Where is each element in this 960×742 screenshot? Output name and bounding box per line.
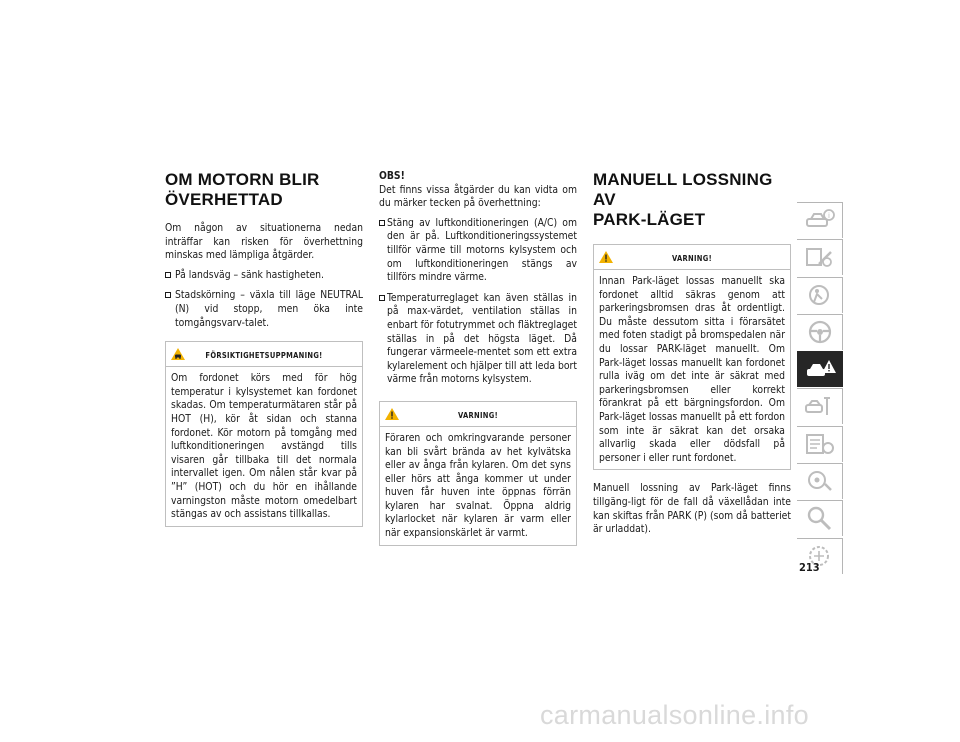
warning-box-header [380,402,576,427]
page-number: 213 [799,561,820,574]
caution-title: FÖRSIKTIGHETSUPPMANING! [205,351,323,361]
svg-text:i: i [828,212,830,220]
heading-line-2: PARK-LÄGET [593,210,706,229]
heading-line-1: OM MOTORN BLIR [165,170,320,189]
list-item [379,292,577,387]
warning-box-park [593,244,791,470]
bullet-square-icon [165,292,171,298]
warning-body: Föraren och omkringvarande personer kan bli svårt brända av het kylvätska eller av ånga från kylaren. Om det syns eller hörs att ånga kommer ut under huven får huven inte öppnas förrän kylaren har svalnat. Öppna aldrig kylarlocket när kylaren är varm eller när expansionskärlet är varmt. [385,431,571,540]
warning-body: Innan Park-läget lossas manuellt ska fordonet alltid säkras genom att parkeringsbromsen dras åt ordentligt. Du måste dessutom sitta i förarsätet med foten stadigt på bromspedalen när du lossar PARK-läget manuellt. Om Park-läget lossas manuellt kan fordonet rulla iväg om det inte är säkrat med parkeringsbromsen eller korrekt förankrat på ett bärgningsfordon. Om Park-läget lossas manuellt på ett fordon som inte är säkrat kan det orsaka allvarlig skada eller dödsfall på personer i eller runt fordonet. [599,275,785,464]
tab-multimedia[interactable] [797,463,843,499]
safety-icon [803,282,837,308]
bullet-square-icon [165,272,171,278]
note-title: OBS! [379,170,405,182]
chapter-tabs [797,202,843,575]
service-icon [803,393,837,419]
bullet-square-icon [379,220,385,226]
tab-emergency[interactable] [797,351,843,387]
caution-body: Om fordonet körs med för hög temperatur i kylsystemet kan fordonet skadas. Om temperaturmätaren står på HOT (H), kör åt sidan och stanna fordonet. Kör motorn på tomgång med luftkonditioneringen avstängd tills visaren går tillbaka till det normala intervallet igen. Om nålen står kvar på ”H” (HOT) och du hör en ihållande varningston måste motorn omedelbart stängas av och assistans tillkallas. [171,372,357,521]
tab-service[interactable] [797,388,843,424]
list-item-text: Stadskörning – växla till läge NEUTRAL (N) vid stopp, men öka inte tomgångsvarv-talet. [175,289,363,329]
list-item-text: På landsväg – sänk hastigheten. [175,268,324,281]
tab-car-info[interactable] [797,202,843,238]
column-notes [379,170,577,546]
heading-line-1: MANUELL LOSSNING AV [593,170,773,209]
tab-safety[interactable] [797,277,843,313]
list-item [165,289,363,330]
column-park-release [593,170,791,543]
list-item-text: Temperaturreglaget kan även ställas in på max-värdet, ventilation ställas in enbart för fotutrymmet och fläktreglaget ställas in på det högsta läget. Då fungerar värmeele-mentet som ett extra kylarelement och hjälper till att leda bort värme från motorns kylsystem. [387,291,577,386]
section-heading-overheating [165,170,363,210]
multimedia-icon [803,468,837,494]
emergency-car-icon [803,356,837,382]
column-overheating [165,170,363,527]
warning-title: VARNING! [458,410,498,420]
intro-paragraph: Om någon av situationerna nedan inträffar kan risken för överhettning minskas med lämpliga åtgärder. [165,222,363,262]
bullet-square-icon [379,295,385,301]
caution-box [165,341,363,527]
caution-box-header [166,342,362,367]
list-item [379,217,577,285]
warning-box-header [594,245,790,270]
tab-specifications[interactable] [797,426,843,462]
search-icon [803,505,837,531]
note-paragraph: Det finns vissa åtgärder du kan vidta om du märker tecken på överhettning: [379,183,577,210]
specifications-icon [803,431,837,457]
tab-index[interactable] [797,500,843,536]
warning-box-coolant [379,401,577,546]
heading-line-2: ÖVERHETTAD [165,190,283,209]
park-release-paragraph: Manuell lossning av Park-läget finns tillgäng-ligt för de fall då växellådan inte kan skiftas från PARK (P) (som då batteriet är urladdat). [593,482,791,536]
steering-wheel-icon [803,319,837,345]
list-item [165,269,363,283]
watermark-text: carmanualsonline.info [540,700,809,730]
tab-dashboard[interactable] [797,239,843,275]
dashboard-icon [803,244,837,270]
list-item-text: Stäng av luftkonditioneringen (A/C) om den är på. Luftkonditioneringssystemet tillför värme till motorns kylsystem och om luftkonditioneringen stängs av tillförs mindre värme. [387,216,577,284]
warning-title: VARNING! [672,254,712,263]
tab-driving[interactable] [797,314,843,350]
section-heading-park-release [593,170,791,230]
car-info-icon [803,207,837,233]
